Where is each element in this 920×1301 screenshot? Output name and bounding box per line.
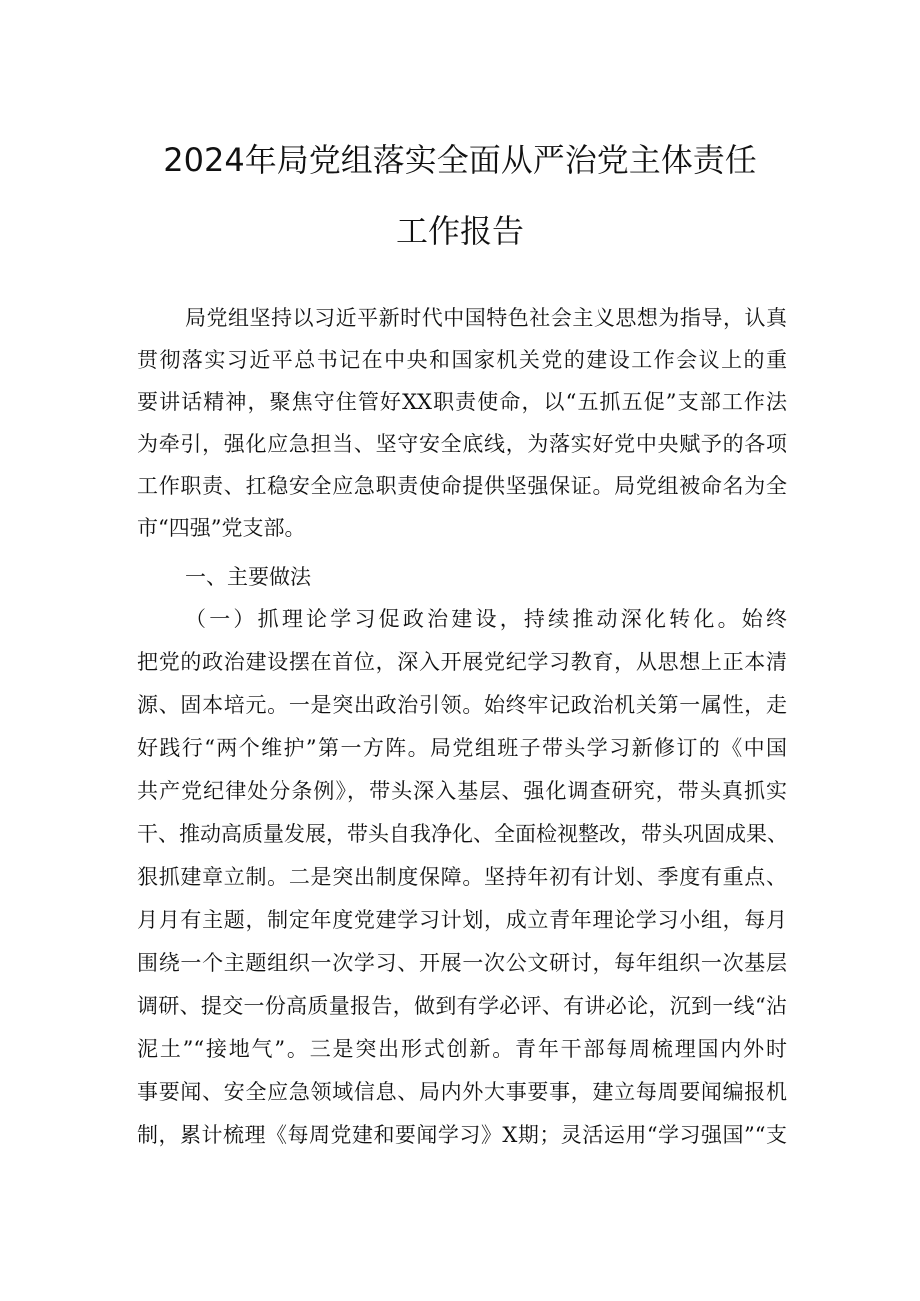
paragraph-2-line: 干、推动高质量发展，带头自我净化、全面检视整改，带头巩固成果、 [137,822,788,846]
paragraph-1-line: 市“四强”党支部。 [137,516,306,540]
paragraph-2-line: 狠抓建章立制。二是突出制度保障。坚持年初有计划、季度有重点、 [137,865,787,889]
paragraph-2-line: 泥土”“接地气”。三是突出形式创新。青年干部每周梳理国内外时 [137,1037,787,1061]
paragraph-1-line: 工作职责、扛稳安全应急职责使命提供坚强保证。局党组被命名为全 [137,474,787,498]
paragraph-2-line: 共产党纪律处分条例》，带头深入基层、强化调查研究，带头真抓实 [137,779,787,803]
paragraph-2-line: 事要闻、安全应急领域信息、局内外大事要事，建立每周要闻编报机 [137,1080,787,1104]
paragraph-2-line: 源、固本培元。一是突出政治引领。始终牢记政治机关第一属性，走 [137,693,787,717]
paragraph-2-line: 把党的政治建设摆在首位，深入开展党纪学习教育，从思想上正本清 [137,650,787,674]
document-title-line-1: 2024年局党组落实全面从严治党主体责任 [163,141,757,179]
paragraph-2-line: 制，累计梳理《每周党建和要闻学习》X期；灵活运用“学习强国”“支 [137,1123,787,1147]
document-title-line-2: 工作报告 [395,212,524,250]
paragraph-2-line: 月月有主题，制定年度党建学习计划，成立青年理论学习小组，每月 [137,908,787,932]
paragraph-2-line: 调研、提交一份高质量报告，做到有学必评、有讲必论，沉到一线“沾 [137,994,787,1018]
paragraph-1-line: 要讲话精神，聚焦守住管好XX职责使命，以“五抓五促”支部工作法 [137,390,787,414]
paragraph-1-line: 为牵引，强化应急担当、坚守安全底线，为落实好党中央赋予的各项 [137,432,787,456]
paragraph-2-line: 围绕一个主题组织一次学习、开展一次公文研讨，每年组织一次基层 [137,951,787,975]
paragraph-1-line: 局党组坚持以习近平新时代中国特色社会主义思想为指导，认真 [185,306,787,330]
paragraph-2-line: 好践行“两个维护”第一方阵。局党组班子带头学习新修订的《中国 [137,736,787,760]
paragraph-2-line: （一）抓理论学习促政治建设，持续推动深化转化。始终 [185,607,787,631]
paragraph-1-line: 贯彻落实习近平总书记在中央和国家机关党的建设工作会议上的重 [137,348,787,372]
section-heading: 一、主要做法 [185,565,311,589]
